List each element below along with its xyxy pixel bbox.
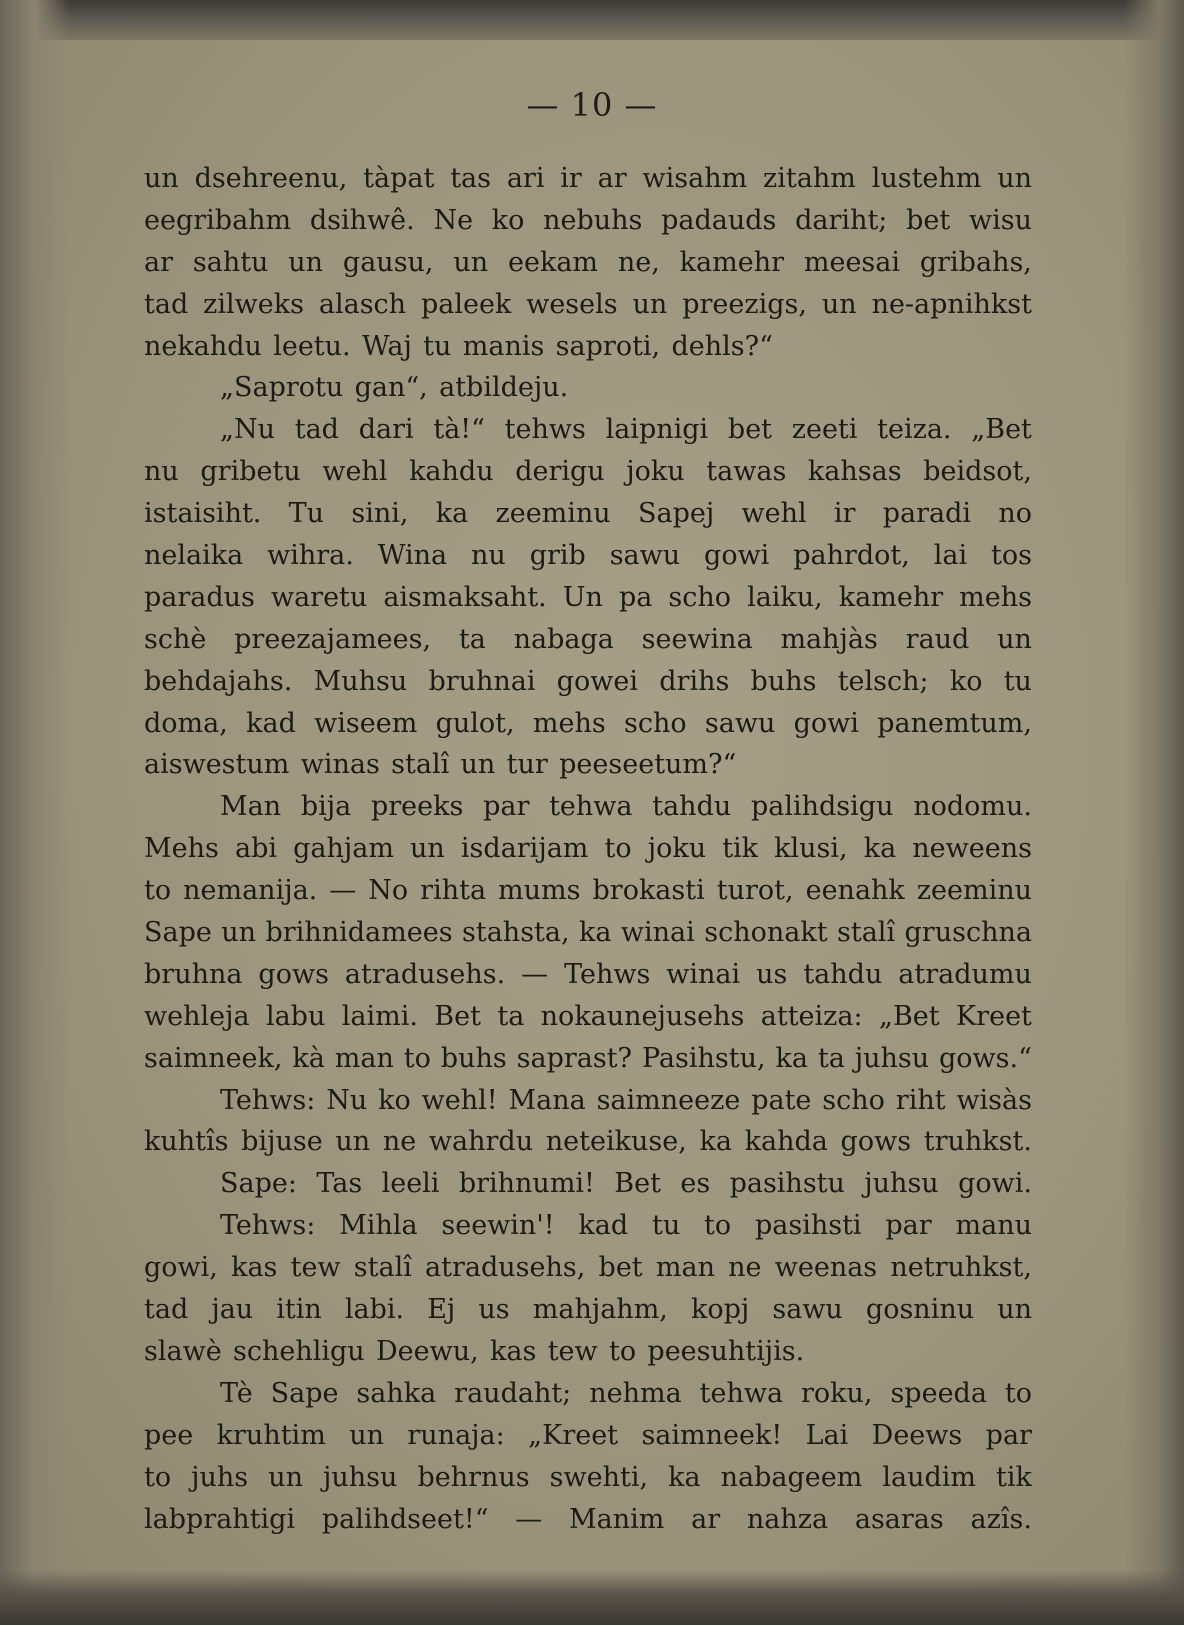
text-line: tad zilweks alasch paleek wesels un preezigs, un ne-apnihkst — [144, 288, 1032, 320]
text-line: Tehws: Mihla seewin'! kad tu to pasihsti par manu — [220, 1210, 1032, 1242]
text-line: „Nu tad dari tà!“ tehws laipnigi bet zeeti teiza. „Bet — [220, 414, 1032, 446]
text-line: kuhtîs bijuse un ne wahrdu neteikuse, ka kahda gows truhkst. — [144, 1126, 1032, 1158]
page-number: — 10 — — [526, 86, 658, 124]
text-line: tad jau itin labi. Ej us mahjahm, kopj sawu gosninu un — [144, 1294, 1032, 1326]
text-line: Sape un brihnidamees stahsta, ka winai schonakt stalî gruschna — [144, 917, 1032, 949]
text-line: schè preezajamees, ta nabaga seewina mahjàs raud un — [144, 623, 1032, 655]
text-line: eegribahm dsihwê. Ne ko nebuhs padauds dariht; bet wisu — [144, 204, 1032, 236]
text-line: doma, kad wiseem gulot, mehs scho sawu gowi panemtum, — [144, 707, 1032, 739]
text-line: Mehs abi gahjam un isdarijam to joku tik klusi, ka neweens — [144, 833, 1032, 865]
text-line: behdajahs. Muhsu bruhnai gowei drihs buhs telsch; ko tu — [144, 665, 1032, 697]
text-line: nu gribetu wehl kahdu derigu joku tawas kahsas beidsot, — [144, 456, 1032, 488]
text-line: ar sahtu un gausu, un eekam ne, kamehr meesai gribahs, — [144, 246, 1032, 278]
page-right-edge — [1124, 0, 1184, 1625]
text-line: labprahtigi palihdseet!“ — Manim ar nahza asaras azîs. — [144, 1503, 1032, 1535]
text-line: slawè schehligu Deewu, kas tew to peesuhtijis. — [144, 1335, 805, 1367]
text-line: gowi, kas tew stalî atradusehs, bet man ne weenas netruhkst, — [144, 1252, 1032, 1284]
text-line: saimneek, kà man to buhs saprast? Pasihstu, ka ta juhsu gows.“ — [144, 1042, 1032, 1074]
text-line: nekahdu leetu. Waj tu manis saproti, dehls?“ — [144, 330, 773, 362]
page-body-text — [144, 158, 1032, 1540]
text-line: Man bija preeks par tehwa tahdu palihdsigu nodomu. — [220, 791, 1032, 823]
text-line: Sape: Tas leeli brihnumi! Bet es pasihstu juhsu gowi. — [220, 1168, 1032, 1200]
text-line: un dsehreenu, tàpat tas ari ir ar wisahm zitahm lustehm un — [144, 163, 1032, 194]
text-line: to juhs un juhsu behrnus swehti, ka nabageem laudim tik — [144, 1461, 1032, 1493]
text-line: pee kruhtim un runaja: „Kreet saimneek! Lai Deews par — [144, 1419, 1032, 1451]
text-line: wehleja labu laimi. Bet ta nokaunejusehs atteiza: „Bet Kreet — [144, 1000, 1032, 1032]
text-line: aiswestum winas stalî un tur peeseetum?“ — [144, 749, 737, 781]
text-line: Tè Sape sahka raudaht; nehma tehwa roku, speeda to — [220, 1377, 1032, 1409]
text-line: „Saprotu gan“, atbildeju. — [220, 372, 569, 404]
text-line: bruhna gows atradusehs. — Tehws winai us tahdu atradumu — [144, 958, 1032, 990]
text-line: paradus waretu aismaksaht. Un pa scho laiku, kamehr mehs — [144, 581, 1032, 613]
text-line: istaisiht. Tu sini, ka zeeminu Sapej wehl ir paradi no — [144, 498, 1032, 530]
book-spine-shadow — [0, 0, 70, 1625]
book-cover-bottom-edge — [0, 1570, 1184, 1625]
text-line: to nemanija. — No rihta mums brokasti turot, eenahk zeeminu — [144, 875, 1032, 907]
text-line: Tehws: Nu ko wehl! Mana saimneeze pate scho riht wisàs — [220, 1084, 1032, 1116]
book-cover-top-edge — [0, 0, 1184, 40]
text-line: nelaika wihra. Wina nu grib sawu gowi pahrdot, lai tos — [144, 540, 1032, 572]
